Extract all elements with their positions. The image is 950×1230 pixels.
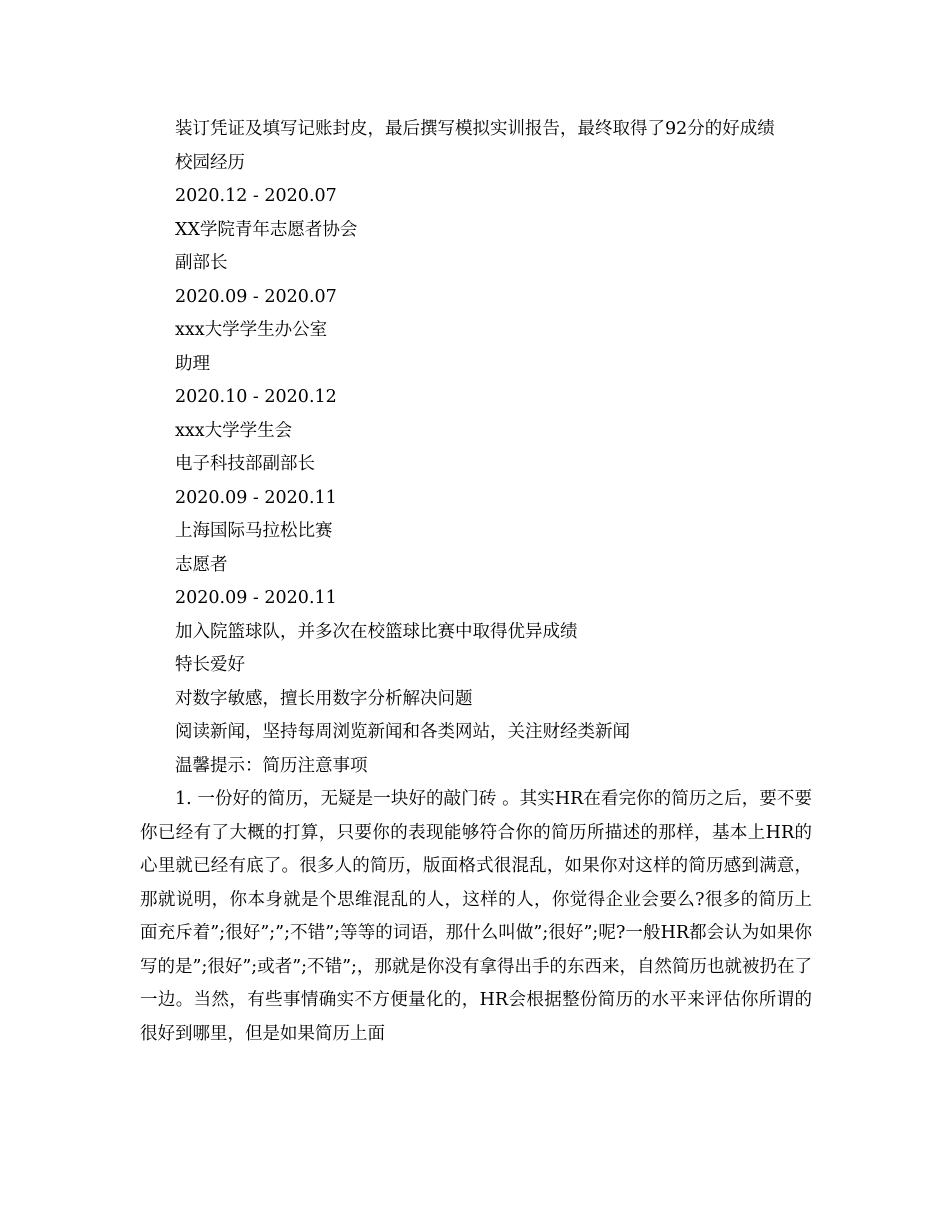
date-range: 2020.09 - 2020.11 (175, 487, 337, 508)
date-range: 2020.10 - 2020.12 (175, 387, 337, 407)
hobby-item: 对数字敏感，擅长用数字分析解决问题 (175, 688, 473, 709)
date-range: 2020.09 - 2020.07 (175, 286, 337, 307)
organization-name: xxx大学学生办公室 (175, 320, 328, 340)
position-title: 志愿者 (175, 554, 228, 575)
organization-name: xxx大学学生会 (175, 420, 293, 441)
date-range: 2020.12 - 2020.07 (175, 186, 337, 206)
activity-description: 加入院篮球队，并多次在校篮球比赛中取得优异成绩 (175, 621, 578, 642)
organization-name: XX学院青年志愿者协会 (175, 219, 358, 240)
tip-paragraph: 1. 一份好的简历，无疑是一块好的敲门砖 。其实HR在看完你的简历之后，要不要你已经有了大概的打算，只要你的表现能够符合你的简历所描述的那样，基本上HR的心里就已经有底了。很多人的简历，版面格式很混乱，如果你对这样的简历感到满意，那就说明，你本身就是个思维混乱的人，这样的人，你觉得企业会要么?很多的简历上面充斥着”;很好”;”;不错”;等等的词语，那什么叫做”;很好”;呢?一般HR都会认为如果你写的是”;很好”;或者”;不错”;，那就是你没有拿得出手的东西来，自然简历也就被扔在了一边。当然，有些事情确实不方便量化的，HR会根据整份简历的水平来评估你所谓的很好到哪里，但是如果简历上面 (140, 789, 812, 1044)
position-title: 副部长 (175, 253, 228, 273)
tips-heading: 温馨提示：简历注意事项 (175, 755, 368, 776)
intro-paragraph: 装订凭证及填写记账封皮，最后撰写模拟实训报告，最终取得了92分的好成绩 (175, 119, 775, 139)
section-heading-campus-experience: 校园经历 (175, 152, 245, 173)
event-name: 上海国际马拉松比赛 (175, 521, 333, 541)
position-title: 电子科技部副部长 (175, 454, 315, 474)
hobby-item: 阅读新闻，坚持每周浏览新闻和各类网站，关注财经类新闻 (175, 722, 630, 742)
date-range: 2020.09 - 2020.11 (175, 588, 337, 608)
document-content (140, 113, 812, 1051)
section-heading-hobbies: 特长爱好 (175, 655, 245, 675)
position-title: 助理 (175, 353, 210, 374)
